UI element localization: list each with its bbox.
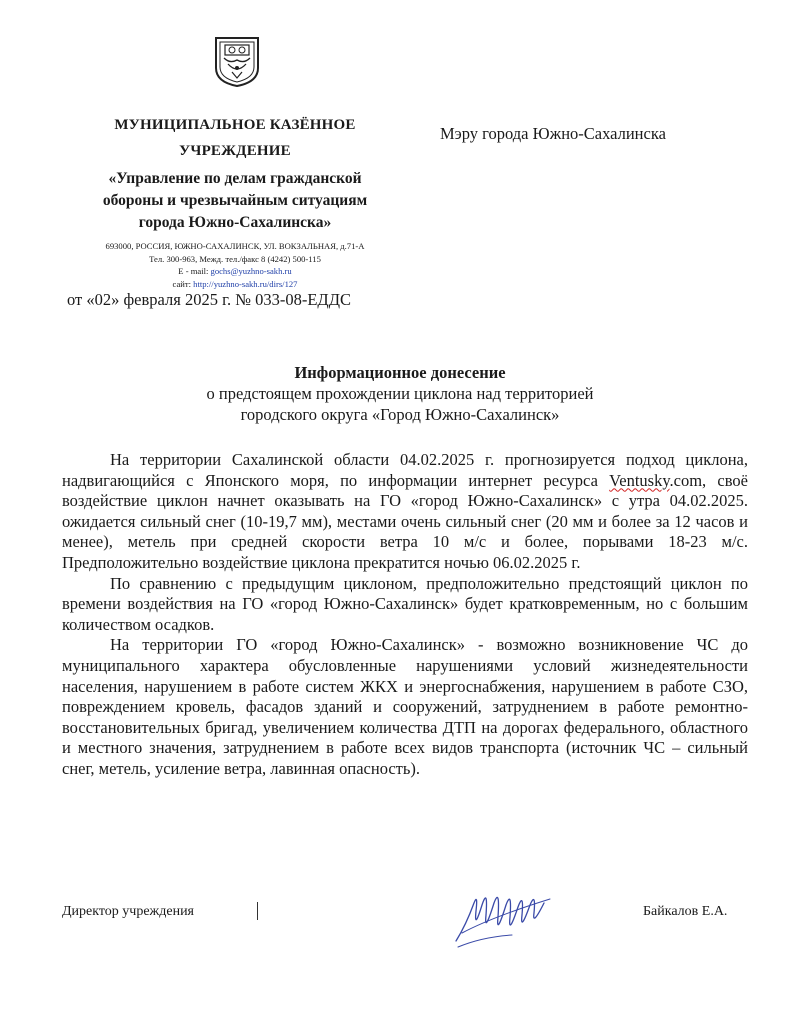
document-subtitle-line-1: о предстоящем прохождении циклона над территорией xyxy=(206,384,594,403)
document-body xyxy=(62,450,748,780)
body-paragraph-1-end: .com, своё воздействие циклон начнет оказывать на ГО «город Южно-Сахалинск» с утра 04.02.2025. ожидается сильный снег (10-19,7 мм), местами очень сильный снег (20 мм и более за 12 часов и менее), метель при средней скорости ветра 10 м/с и более, порывами 18-23 м/с. Предположительно воздействие циклона прекратится ночью 06.02.2025 г. xyxy=(62,470,748,572)
org-email-row xyxy=(60,265,410,278)
document-title: Информационное донесение xyxy=(294,363,506,382)
org-full-name-line-1: «Управление по делам гражданской xyxy=(108,170,362,187)
recipient: Мэру города Южно-Сахалинска xyxy=(440,124,666,143)
org-name-line-2: УЧРЕЖДЕНИЕ xyxy=(179,143,291,159)
org-address: 693000, РОССИЯ, ЮЖНО-САХАЛИНСК, УЛ. ВОКЗАЛЬНАЯ, д.71-А xyxy=(105,241,365,251)
signatory-position: Директор учреждения xyxy=(62,904,194,919)
handwritten-signature-icon xyxy=(452,875,562,955)
email-link[interactable]: gochs@yuzhno-sakh.ru xyxy=(210,266,292,276)
signatory-name: Байкалов Е.А. xyxy=(643,904,728,919)
organization-header xyxy=(60,112,410,290)
document-date-number: от «02» февраля 2025 г. № 033-08-ЕДДС xyxy=(67,290,351,309)
body-paragraph-2: По сравнению с предыдущим циклоном, предположительно предстоящий циклон по времени воздействия на ГО «город Южно-Сахалинск» будет кратковременным, но с большим количеством осадков. xyxy=(62,573,748,634)
spellcheck-word: Ventusky xyxy=(609,470,670,490)
body-paragraph-3: На территории ГО «город Южно-Сахалинск» - возможно возникновение ЧС до муниципального характера обусловленные нарушениями условий жизнедеятельности населения, нарушением в работе систем ЖКХ и энергоснабжения, нарушением в работе СЗО, повреждением кровель, фасадов зданий и сооружений, затруднением в работе ремонтно-восстановительных бригад, увеличением количества ДТП на дорогах федерального, областного и местного значения, затруднением в работе всех видов транспорта (источник ЧС – сильный снег, метель, усиление ветра, лавинная опасность). xyxy=(62,635,748,778)
org-name-line-1: МУНИЦИПАЛЬНОЕ КАЗЁННОЕ xyxy=(114,117,356,133)
org-full-name-line-3: города Южно-Сахалинска» xyxy=(138,214,332,231)
org-full-name-line-2: обороны и чрезвычайным ситуациям xyxy=(102,192,368,209)
org-phone: Тел. 300-963, Межд. тел./факс 8 (4242) 500-115 xyxy=(149,253,321,264)
city-coat-of-arms-icon xyxy=(210,34,264,88)
email-label: E - mail: xyxy=(178,266,211,276)
document-subtitle-line-2: городского округа «Город Южно-Сахалинск» xyxy=(240,405,560,424)
org-site-row xyxy=(60,278,410,291)
body-paragraph-1 xyxy=(62,450,748,574)
body-paragraph-1-start: На территории Сахалинской области 04.02.2025 г. прогнозируется подход циклона, надвигающийся с Японского моря, по информации интернет ресурса xyxy=(62,450,748,490)
text-cursor xyxy=(257,902,258,920)
document-title-block xyxy=(100,362,700,425)
site-label: сайт: xyxy=(172,278,194,289)
site-link[interactable]: http://yuzhno-sakh.ru/dirs/127 xyxy=(193,278,298,289)
org-contacts xyxy=(60,240,410,290)
